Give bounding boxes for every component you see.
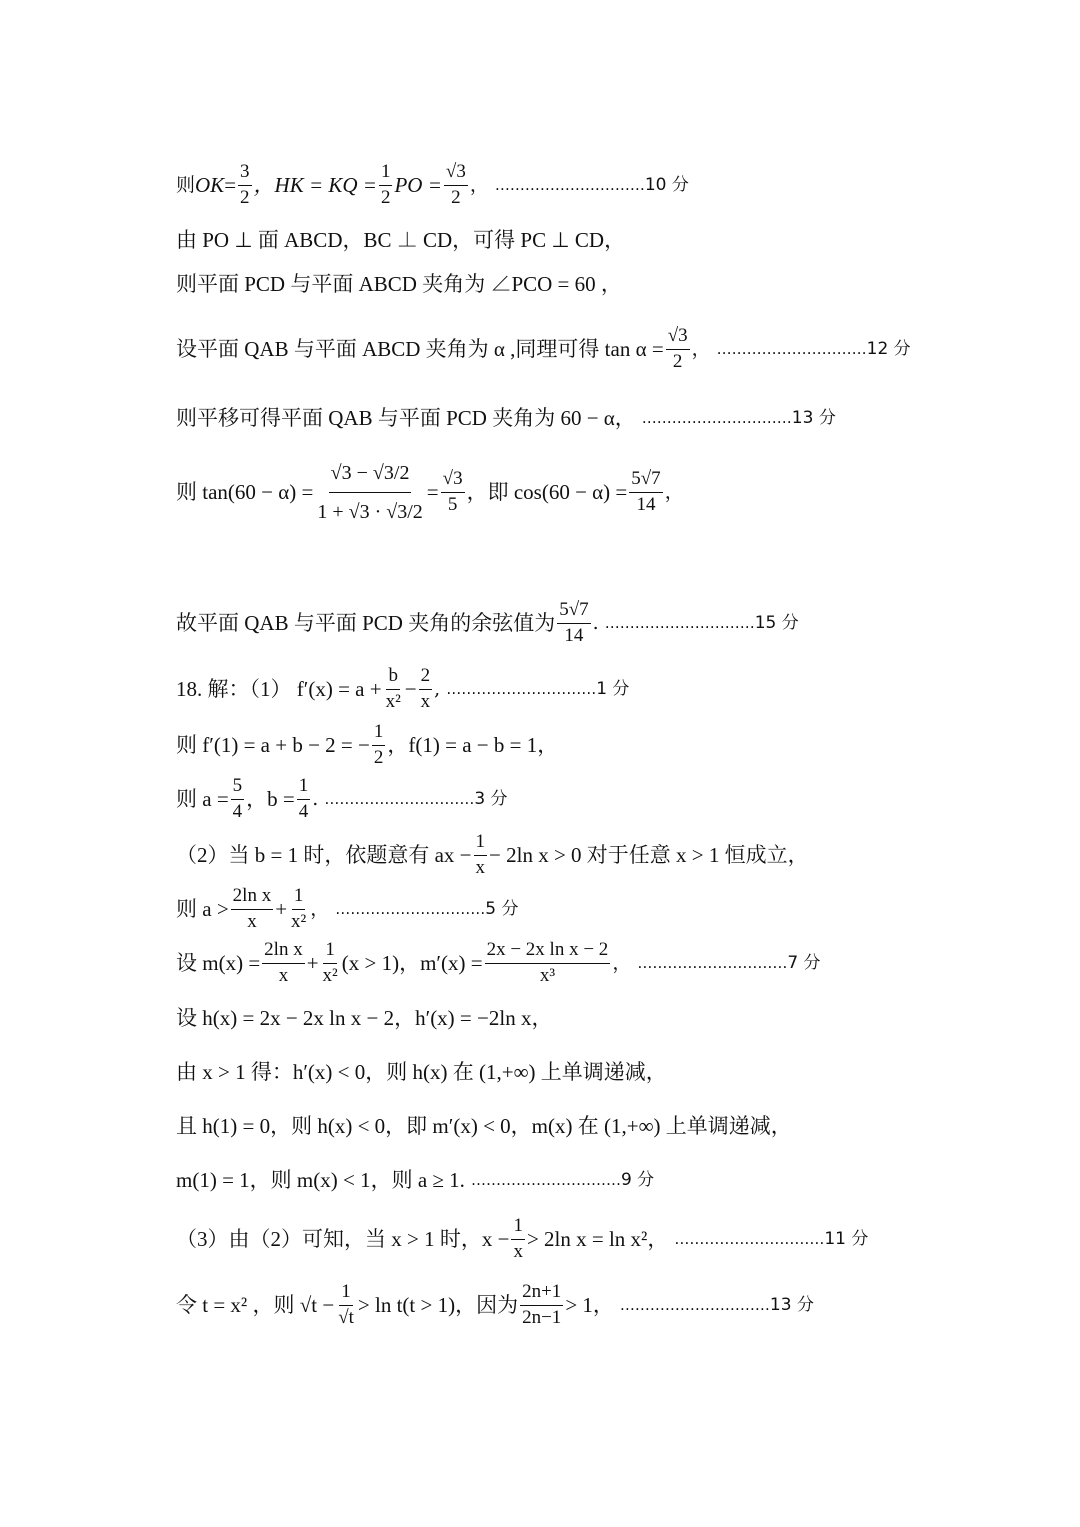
score-label: 13 分	[769, 1294, 814, 1315]
text-line	[176, 1116, 792, 1137]
expr: OK	[195, 172, 225, 197]
fraction: $\frac{\text{2x − 2x ln x − 2}}{\text{x³}}$	[486, 939, 609, 986]
score-label: 11 分	[824, 1228, 869, 1249]
text: +	[306, 950, 319, 975]
line-13-points	[176, 408, 836, 429]
score-label: 7 分	[787, 952, 821, 973]
line-13-points-b	[176, 1282, 814, 1329]
score-label: 15 分	[754, 612, 799, 633]
leader-dots: …………………………	[641, 409, 792, 427]
line-11-points	[176, 1216, 868, 1263]
text: 则 tan(60 − α) =	[176, 480, 314, 504]
text: ,	[434, 677, 441, 700]
text: 则	[176, 173, 196, 196]
text-line	[176, 722, 558, 769]
leader-dots: …………………………	[604, 613, 755, 632]
text: .	[312, 787, 319, 810]
fraction: $\frac{1}{x}$	[513, 1215, 523, 1262]
fraction: $\frac{1}{4}$	[298, 775, 309, 822]
score-label: 1 分	[596, 678, 630, 699]
leader-dots: …………………………	[637, 953, 788, 972]
text-line	[176, 230, 625, 251]
text: m(1) = 1，则 m(x) < 1，则 a ≥ 1.	[176, 1168, 465, 1192]
leader-dots: …………………………	[324, 789, 475, 808]
fraction: $\frac{b}{\text{x²}}$	[385, 665, 401, 712]
text: 且 h(1) = 0，则 h(x) < 0，即 m′(x) < 0，m(x) 在 (1,+∞) 上单调递减，	[176, 1114, 792, 1138]
leader-dots: …………………………	[619, 1295, 770, 1314]
text: （2）当 b = 1 时，依题意有 ax −	[176, 842, 472, 867]
text: 由 x > 1 得：h′(x) < 0，则 h(x) 在 (1,+∞) 上单调递减，	[176, 1060, 667, 1084]
fraction: $\frac{3}{2}$	[240, 161, 250, 208]
text: 设 h(x) = 2x − 2x ln x − 2，h′(x) = −2ln x，	[176, 1006, 553, 1030]
score-label: 13 分	[791, 408, 836, 428]
text: 设 m(x) =	[176, 950, 261, 975]
fraction: $\frac{\text{2ln x}}{x}$	[264, 939, 303, 986]
text: 由 PO ⊥ 面 ABCD，BC ⊥ CD，可得 PC ⊥ CD，	[176, 228, 626, 252]
text: ，	[612, 951, 632, 974]
line-15-points	[176, 600, 799, 647]
leader-dots: …………………………	[470, 1171, 621, 1189]
score-label: 5 分	[485, 898, 519, 919]
fraction: $\frac{1}{\text{x²}}$	[291, 885, 307, 932]
fraction: $\frac{2}{x}$	[420, 665, 431, 712]
text: 则平移可得平面 QAB 与平面 PCD 夹角为 60 − α，	[176, 406, 636, 430]
q18-line-1	[176, 666, 629, 713]
leader-dots: …………………………	[674, 1229, 825, 1248]
fraction: $\frac{1}{2}$	[380, 161, 391, 208]
score-label: 9 分	[620, 1170, 655, 1190]
leader-dots: …………………………	[335, 899, 486, 918]
text: 则平面 PCD 与平面 ABCD 夹角为 ∠PCO = 60 ，	[176, 272, 622, 296]
fraction: $\frac{2n+1}{2n-1}$	[522, 1281, 562, 1328]
leader-dots: …………………………	[446, 679, 597, 698]
text: 则 a >	[176, 896, 229, 921]
expr: PO =	[394, 172, 442, 197]
text: 则 f′(1) = a + b − 2 = −	[176, 732, 370, 757]
text: ，	[310, 897, 330, 920]
text: ，b =	[246, 786, 295, 811]
score-label: 10 分	[644, 174, 689, 195]
text-line	[176, 274, 622, 295]
score-label: 3 分	[474, 788, 508, 809]
text: > 1，	[565, 1292, 614, 1317]
compound-fraction: $\frac{√3 - √3/2}{1 + √3 \cdot √3/2}$	[317, 462, 423, 523]
tan-line	[176, 462, 684, 523]
eq: =	[426, 480, 439, 504]
text: ，	[664, 481, 684, 503]
text: 18. 解：（1） f′(x) = a +	[176, 676, 382, 701]
fraction: $\frac{1}{x}$	[475, 831, 486, 878]
text: ，	[469, 173, 489, 196]
fraction: $\frac{5√7}{14}$	[559, 599, 589, 646]
fraction: $\frac{\text{2ln x}}{x}$	[232, 885, 272, 932]
fraction: $\frac{√3}{5}$	[442, 468, 463, 515]
line-5-points	[176, 886, 519, 933]
fraction: $\frac{5√7}{14}$	[631, 468, 661, 515]
fraction: $\frac{1}{2}$	[373, 721, 384, 768]
fraction: $\frac{1}{√t}$	[338, 1281, 354, 1328]
score-label: 12 分	[866, 338, 911, 359]
line-7-points	[176, 940, 821, 987]
text-line	[176, 1008, 552, 1029]
fraction: $\frac{√3}{2}$	[445, 161, 466, 208]
leader-dots: …………………………	[716, 339, 867, 358]
text: ，即 cos(60 − α) =	[466, 480, 628, 504]
text: +	[275, 896, 288, 921]
fraction: $\frac{5}{4}$	[232, 775, 243, 822]
line-12-points	[176, 326, 911, 373]
text-line	[176, 832, 809, 879]
text: 设平面 QAB 与平面 ABCD 夹角为 α ,同理可得 tan α =	[176, 336, 664, 361]
line-3-points	[176, 776, 508, 823]
text: −	[404, 676, 417, 701]
text: （3）由（2）可知，当 x > 1 时，x −	[176, 1226, 510, 1251]
text: > ln t(t > 1)，因为	[357, 1292, 519, 1317]
leader-dots: …………………………	[494, 175, 645, 194]
fraction: $\frac{√3}{2}$	[667, 325, 688, 372]
text: > 2ln x = ln x²，	[526, 1226, 669, 1251]
text-line	[176, 1062, 667, 1083]
text: 故平面 QAB 与平面 PCD 夹角的余弦值为	[176, 610, 556, 635]
eq: =	[224, 172, 237, 197]
expr: ，HK = KQ =	[253, 172, 377, 197]
line-9-points	[176, 1170, 654, 1191]
text: − 2ln x > 0 对于任意 x > 1 恒成立，	[489, 842, 809, 867]
line-10-points	[176, 162, 689, 209]
text: ，f(1) = a − b = 1，	[387, 732, 559, 757]
text: 则 a =	[176, 786, 229, 811]
fraction: $\frac{1}{\text{x²}}$	[322, 939, 338, 986]
text: ，	[691, 337, 711, 360]
text: (x > 1)，m′(x) =	[341, 950, 483, 975]
text: 令 t = x² ，则 √t −	[176, 1292, 335, 1317]
text: .	[592, 611, 599, 634]
